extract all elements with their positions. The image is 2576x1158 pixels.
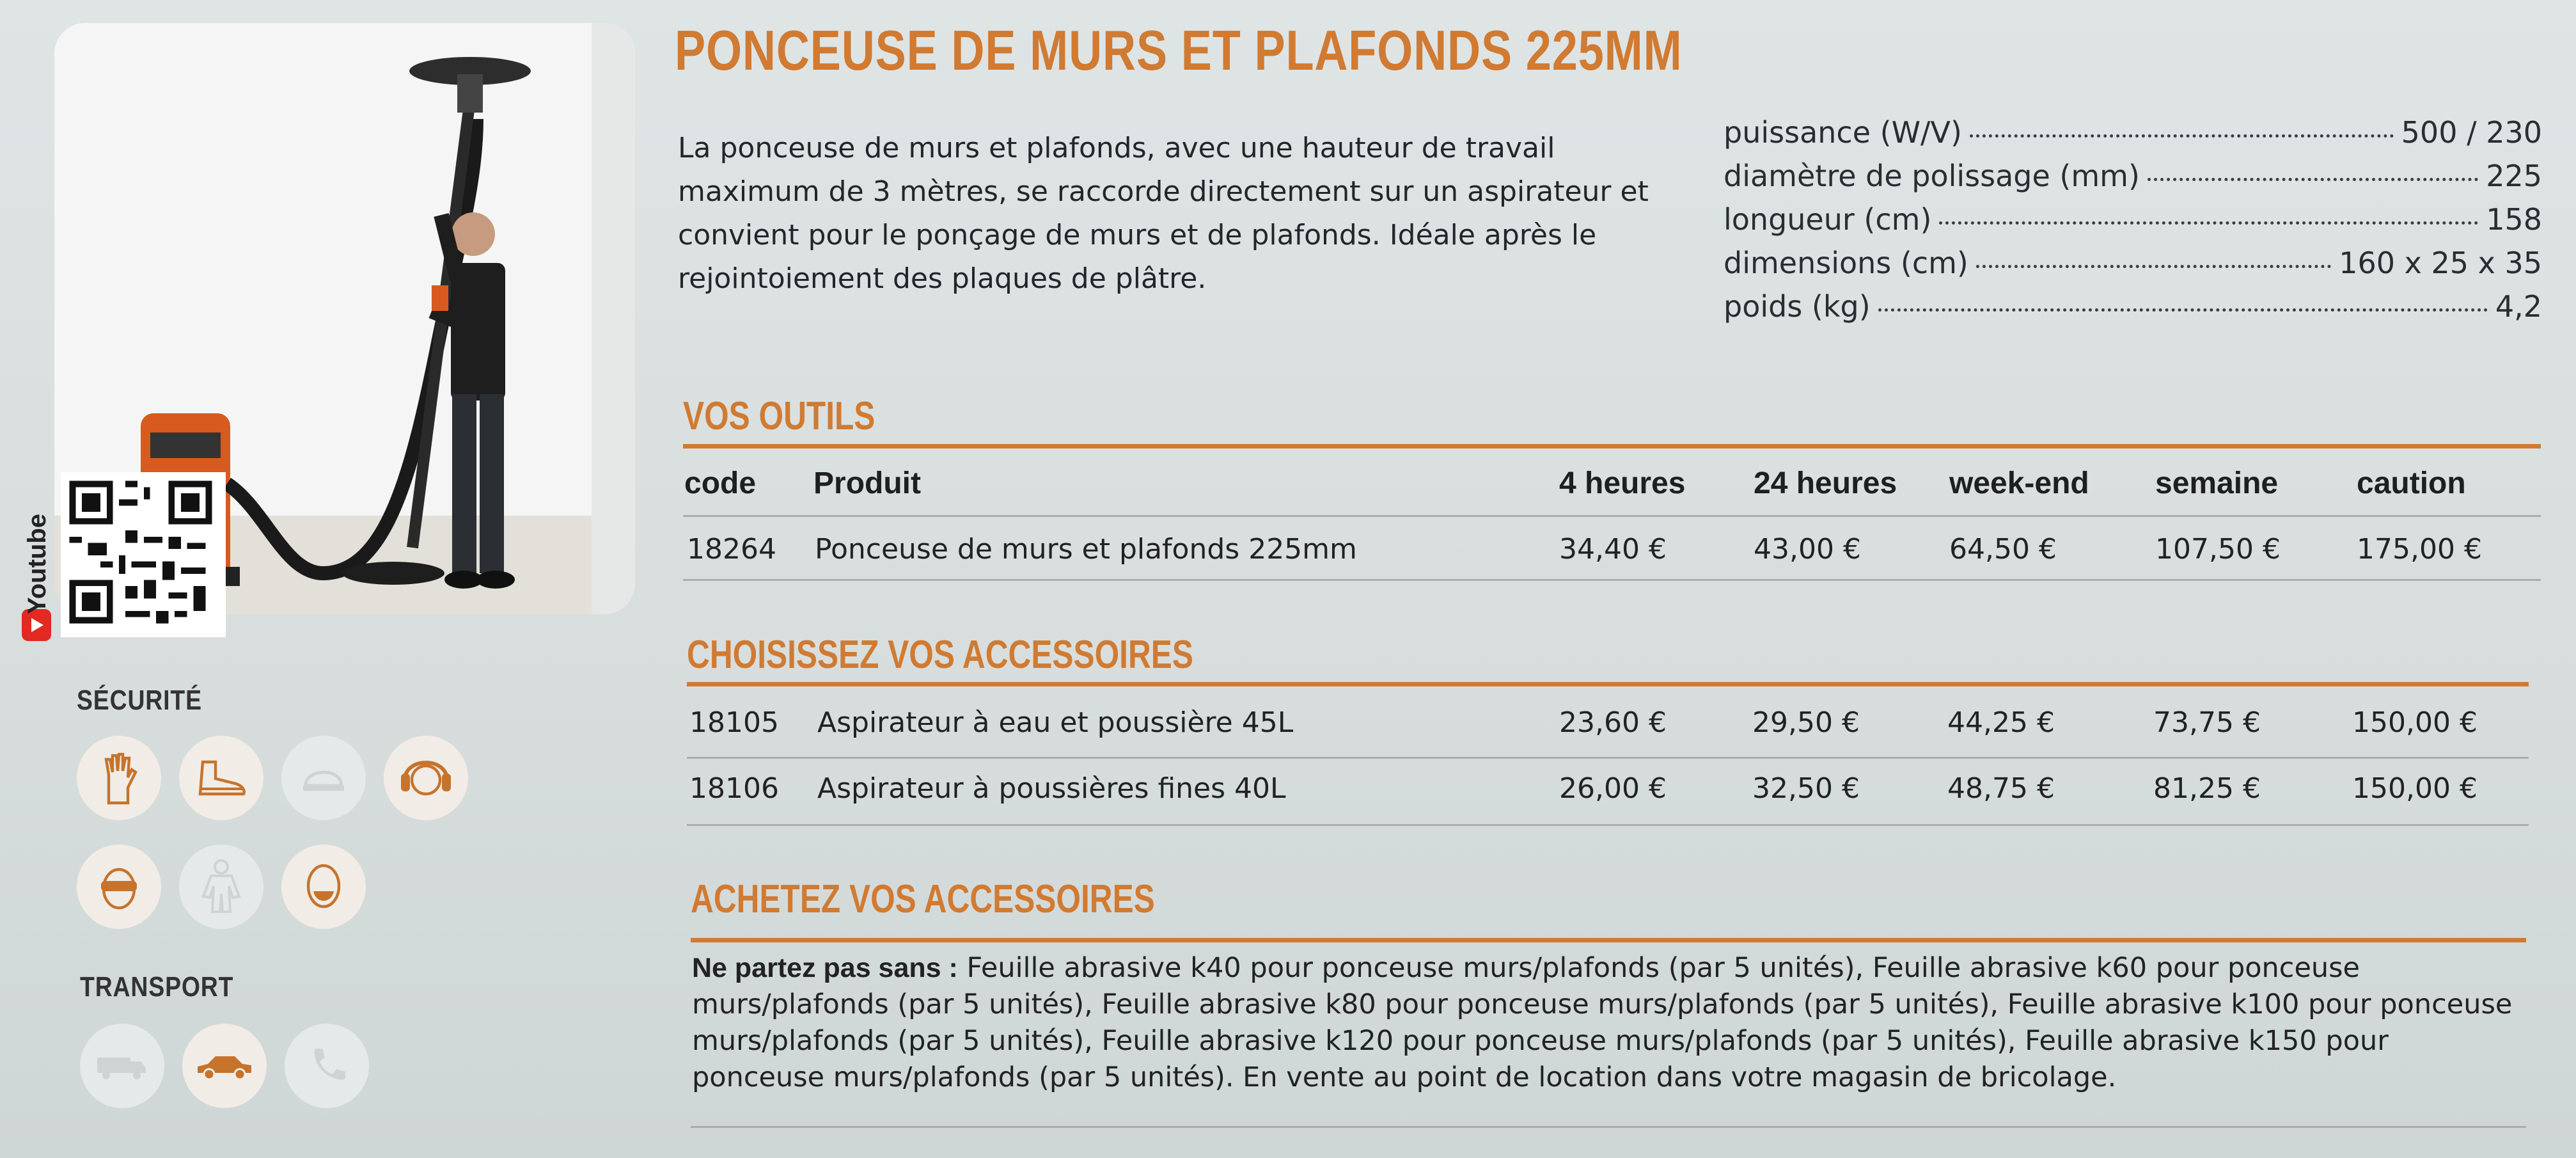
column-header-24h: 24 heures [1754, 466, 1897, 500]
spec-label: diamètre de polissage (mm) [1724, 159, 2140, 193]
page-title: PONCEUSE DE MURS ET PLAFONDS 225MM [675, 19, 1683, 82]
price-24h: 43,00 € [1754, 533, 1861, 566]
spec-value: 158 [2486, 202, 2542, 237]
price-caution: 175,00 € [2357, 533, 2482, 566]
buy-section-title: ACHETEZ VOS ACCESSOIRES [691, 877, 1155, 921]
price-semaine: 107,50 € [2155, 533, 2281, 566]
price-caution: 150,00 € [2352, 706, 2478, 739]
security-title: SÉCURITÉ [77, 685, 202, 716]
coverall-icon [179, 845, 263, 929]
column-header-code: code [684, 466, 757, 500]
column-header-product: Produit [813, 466, 921, 500]
spec-row [1724, 159, 2542, 202]
gloves-icon [77, 736, 161, 820]
spec-row [1724, 115, 2542, 159]
helmet-icon [281, 736, 366, 820]
spec-label: dimensions (cm) [1724, 246, 1968, 280]
accessories-note [692, 950, 2527, 1096]
spec-value: 225 [2486, 159, 2542, 193]
tools-section-title: VOS OUTILS [683, 394, 876, 438]
product-name: Aspirateur à eau et poussière 45L [817, 706, 1294, 739]
safety-glasses-icon [77, 845, 161, 929]
price-weekend: 44,25 € [1947, 706, 2055, 739]
phone-icon [285, 1024, 369, 1108]
specs-list [1724, 115, 2542, 333]
product-name: Ponceuse de murs et plafonds 225mm [815, 533, 1357, 566]
price-4h: 34,40 € [1559, 533, 1667, 566]
spec-label: puissance (W/V) [1724, 115, 1962, 150]
spec-value: 500 / 230 [2401, 115, 2542, 150]
spec-row [1724, 289, 2542, 333]
price-weekend: 64,50 € [1949, 533, 2057, 566]
column-header-semaine: semaine [2155, 466, 2279, 500]
note-text: Feuille abrasive k40 pour ponceuse murs/plafonds (par 5 unités), Feuille abrasive k60 pour ponceuse murs/plafonds (par 5 unités), Feuille abrasive k80 pour ponceuse murs/plafonds (par 5 unités), Feuille abrasive k100 pour ponceuse murs/plafonds (par 5 unités), Feuille abrasive k120 pour ponceuse murs/plafonds (par 5 unités), Feuille abrasive k150 pour ponceuse murs/plafonds (par 5 unités). En vente au point de location dans votre magasin de bricolage. [692, 952, 2513, 1093]
spec-row [1724, 246, 2542, 289]
row-divider [683, 515, 2541, 517]
ear-protection-icon [384, 736, 468, 820]
price-24h: 29,50 € [1752, 706, 1860, 739]
accessories-divider [687, 682, 2529, 686]
price-24h: 32,50 € [1752, 772, 1860, 805]
van-icon [80, 1024, 164, 1108]
product-code: 18264 [687, 533, 776, 566]
price-4h: 26,00 € [1559, 772, 1667, 805]
buy-divider [691, 938, 2526, 942]
row-divider [691, 1126, 2526, 1128]
row-divider [683, 579, 2541, 581]
product-name: Aspirateur à poussières fines 40L [817, 772, 1286, 805]
price-semaine: 73,75 € [2153, 706, 2261, 739]
column-header-caution: caution [2357, 466, 2466, 500]
product-description: La ponceuse de murs et plafonds, avec une hauteur de travail maximum de 3 mètres, se raccorde directement sur un aspirateur et convient pour le ponçage de murs et de plafonds. Idéale après le rejointoiement des plaques de plâtre. [678, 132, 1649, 295]
transport-title: TRANSPORT [80, 971, 234, 1003]
product-code: 18105 [689, 706, 779, 739]
spec-value: 4,2 [2495, 289, 2542, 324]
qr-code[interactable] [61, 472, 226, 637]
row-divider [687, 757, 2529, 759]
column-header-4h: 4 heures [1559, 466, 1686, 500]
note-lead: Ne partez pas sans : [692, 953, 958, 983]
dust-mask-icon [281, 845, 366, 929]
youtube-text: Youtube [23, 513, 51, 614]
spec-label: longueur (cm) [1724, 202, 1932, 237]
price-weekend: 48,75 € [1947, 772, 2055, 805]
tools-divider [683, 444, 2541, 448]
youtube-label [19, 486, 58, 617]
product-code: 18106 [689, 772, 779, 805]
spec-row [1724, 202, 2542, 246]
accessories-section-title: CHOISISSEZ VOS ACCESSOIRES [687, 633, 1193, 677]
spec-value: 160 x 25 x 35 [2339, 246, 2542, 280]
price-4h: 23,60 € [1559, 706, 1667, 739]
price-caution: 150,00 € [2352, 772, 2478, 805]
car-icon [182, 1024, 267, 1108]
price-semaine: 81,25 € [2153, 772, 2261, 805]
safety-shoe-icon [179, 736, 263, 820]
spec-label: poids (kg) [1724, 289, 1871, 324]
column-header-weekend: week-end [1949, 466, 2089, 500]
row-divider [687, 824, 2529, 826]
